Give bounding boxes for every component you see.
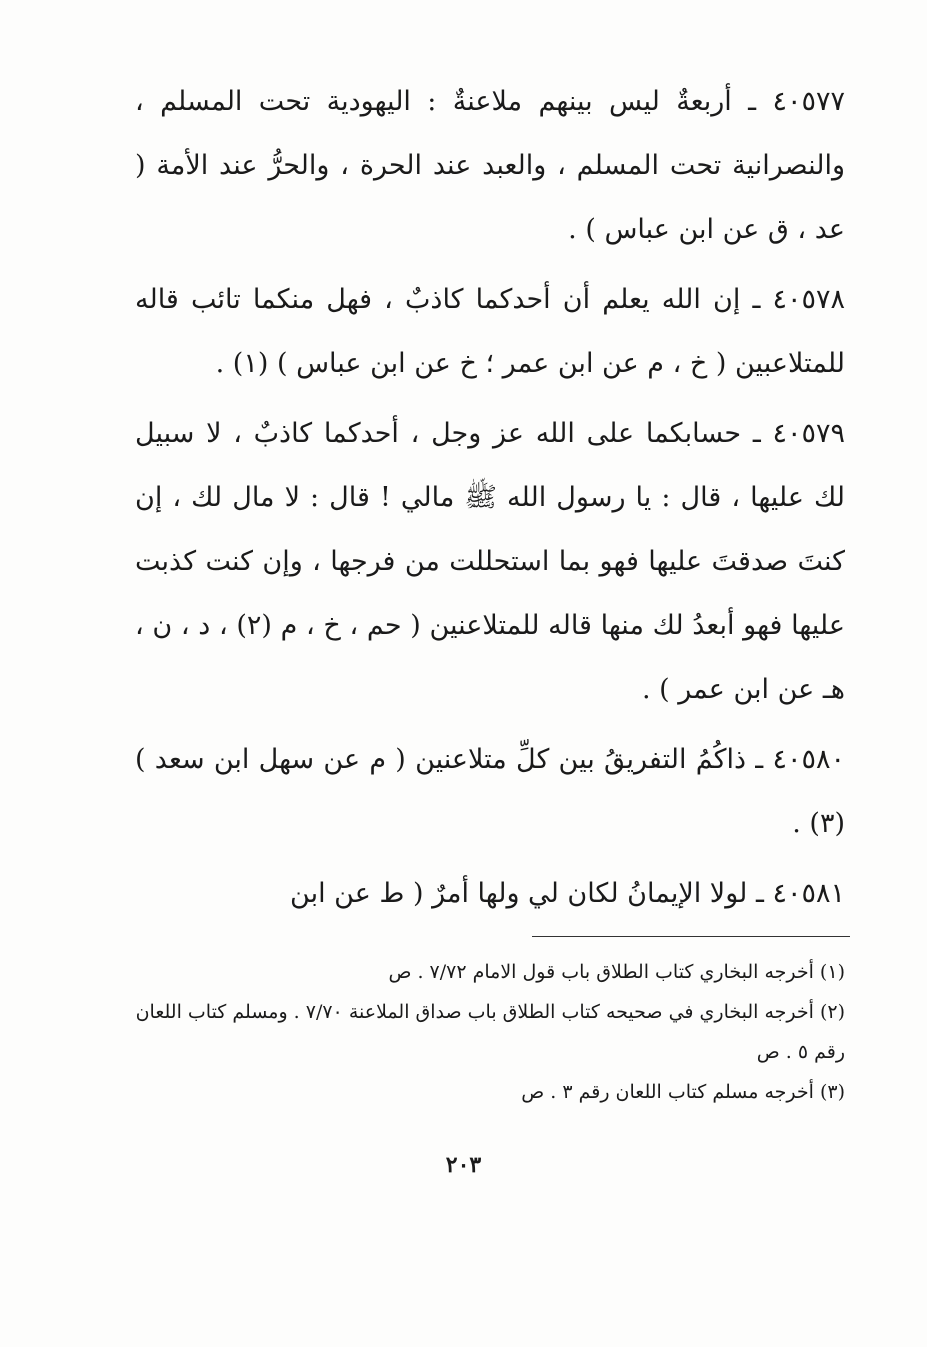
hadith-number: ٤٠٥٨٠ [772,744,845,775]
hadith-entry [135,402,845,722]
hadith-entry [135,728,845,856]
footnote: (٢) أخرجه البخاري في صحيحه كتاب الطلاق باب صداق الملاعنة ٧/٧٠ . ومسلم كتاب اللعان رقم ٥ . ص [135,1001,845,1063]
hadith-number: ٤٠٥٨١ [772,878,845,909]
hadith-text: لولا الإيمانُ لكان لي ولها أمرٌ ( ط عن ابن [290,878,748,909]
hadith-text: حسابكما على الله عز وجل ، أحدكما كاذبٌ ، لا سبيل لك عليها ، قال : يا رسول الله ﷺ مالي ! قال : لا مال لك ، إن كنتَ صدقتَ عليها فهو بما استحللت من فرجها ، وإن كنت كذبت عليها فهو أبعدُ لك منها قاله للمتلاعنين ( حم ، خ ، م (٢) ، د ، ن ، هـ عن ابن عمر ) . [135,418,845,705]
hadith-number: ٤٠٥٧٩ [772,418,845,449]
hadith-number: ٤٠٥٧٨ [772,284,845,315]
dash: ـ [746,744,764,775]
dash: ـ [731,86,757,117]
footnote: (١) أخرجه البخاري كتاب الطلاق باب قول الامام ٧/٧٢ . ص [388,961,845,983]
hadith-entries [135,70,845,932]
footnote-divider [532,936,850,937]
hadith-number: ٤٠٥٧٧ [772,86,845,117]
page-number: ٢٠٣ [445,1152,482,1178]
hadith-entry [135,268,845,396]
hadith-text: أربعةٌ ليس بينهم ملاعنةٌ : اليهودية تحت المسلم ، والنصرانية تحت المسلم ، والعبد عند الحرة ، والحرُّ عند الأمة ( عد ، ق عن ابن عباس ) . [135,86,845,245]
footnote: (٣) أخرجه مسلم كتاب اللعان رقم ٣ . ص [521,1081,845,1103]
dash: ـ [741,418,761,449]
dash: ـ [747,878,764,909]
hadith-text: ذاكُمُ التفريقُ بين كلِّ متلاعنين ( م عن سهل ابن سعد ) (٣) . [135,744,845,839]
hadith-entry [135,70,845,262]
hadith-entry [135,862,845,926]
hadith-text: إن الله يعلم أن أحدكما كاذبٌ ، فهل منكما تائب قاله للمتلاعبين ( خ ، م عن ابن عمر ؛ خ عن ابن عباس ) (١) . [135,284,845,379]
dash: ـ [740,284,761,315]
footnotes [135,952,845,1112]
